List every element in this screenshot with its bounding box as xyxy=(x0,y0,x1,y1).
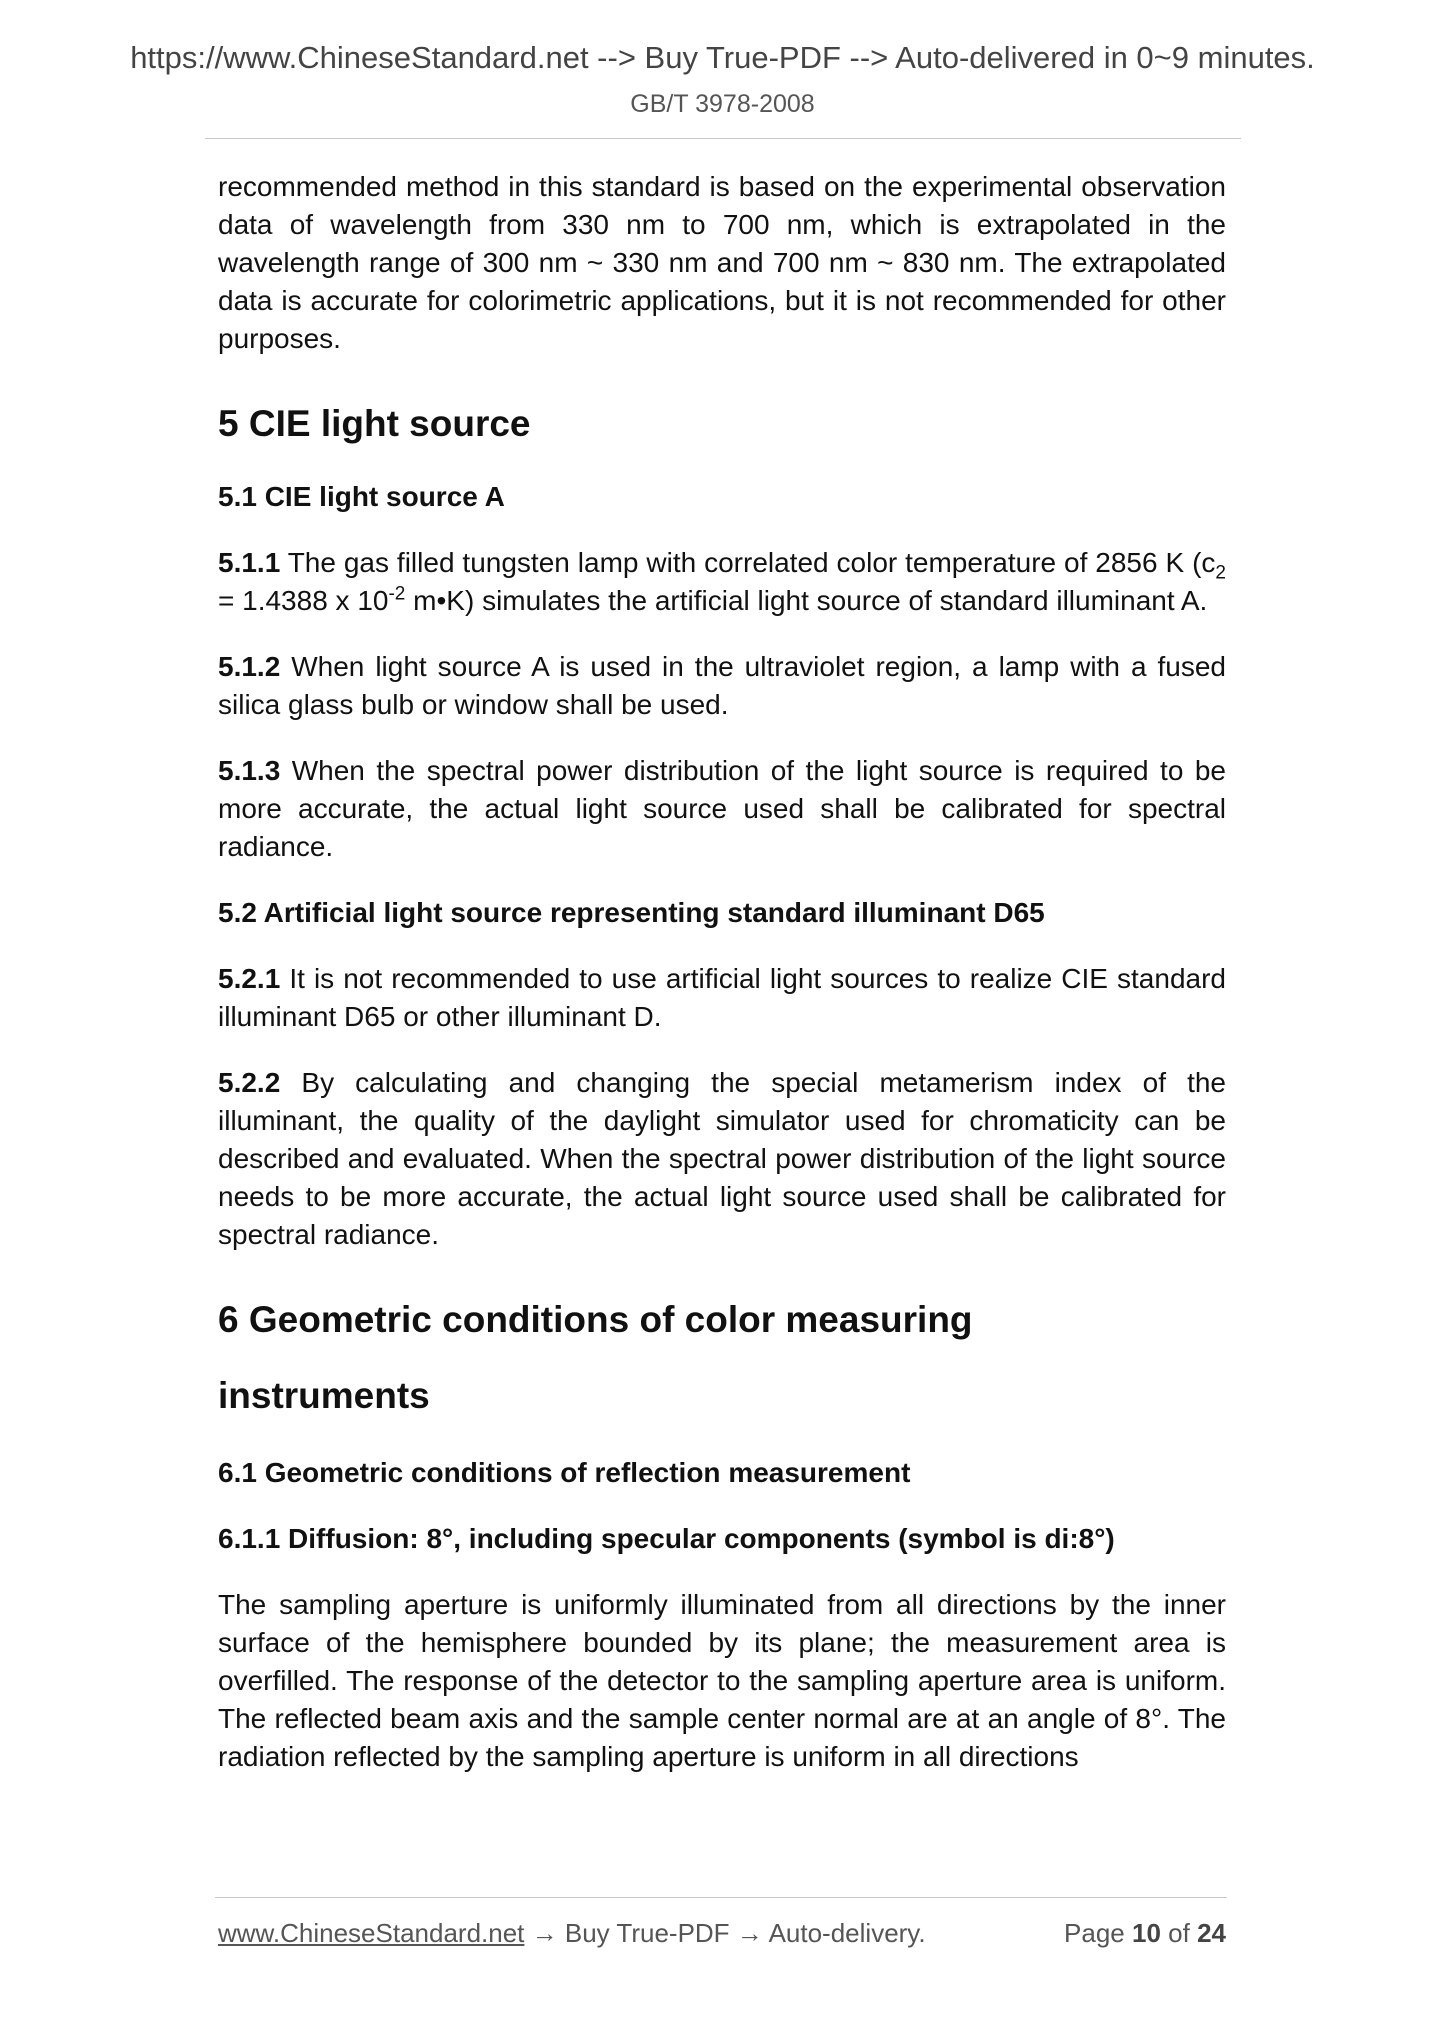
footer-left xyxy=(218,1918,926,1949)
page-label: Page xyxy=(1064,1918,1125,1948)
intro-paragraph: recommended method in this standard is based on the experimental observation data of wavelength from 330 nm to 700 nm, which is extrapolated in the wavelength range of 300 nm ~ 330 nm and 700 nm ~ 830 nm. The extrapolated data is accurate for colorimetric applications, but it is not recommended for other purposes. xyxy=(218,171,1226,354)
clause-text: When the spectral power distribution of the light source is required to be more accurate, the actual light source used shall be calibrated for spectral radiance. xyxy=(218,755,1226,862)
page-number: 10 xyxy=(1132,1918,1161,1948)
paragraph-5-1-1 xyxy=(218,544,1226,620)
top-banner: https://www.ChineseStandard.net --> Buy True-PDF --> Auto-delivered in 0~9 minutes. xyxy=(130,40,1315,75)
paragraph-5-2-2 xyxy=(218,1064,1226,1254)
clause-number: 5.1.3 xyxy=(218,755,281,786)
clause-number: 5.1.1 xyxy=(218,547,281,578)
footer-divider xyxy=(215,1897,1227,1898)
clause-number: 5.1.2 xyxy=(218,651,281,682)
footer-delivery-text: → Buy True-PDF → Auto-delivery. xyxy=(524,1918,926,1948)
clause-number: 5.2.2 xyxy=(218,1067,281,1098)
clause-text: It is not recommended to use artificial light sources to realize CIE standard illuminant D65 or other illuminant D. xyxy=(218,963,1226,1032)
clause-number: 5.2.1 xyxy=(218,963,281,994)
clause-text: m•K) simulates the artificial light source of standard illuminant A. xyxy=(405,585,1208,616)
footer-site-link[interactable]: www.ChineseStandard.net xyxy=(218,1918,525,1948)
paragraph-5-2-1 xyxy=(218,960,1226,1036)
page-content xyxy=(218,168,1226,1776)
of-label: of xyxy=(1168,1918,1190,1948)
document-code: GB/T 3978-2008 xyxy=(630,90,815,118)
section-6-1-heading: 6.1 Geometric conditions of reflection measurement xyxy=(218,1457,911,1488)
section-5-1-heading: 5.1 CIE light source A xyxy=(218,481,505,512)
subscript: 2 xyxy=(1215,562,1226,584)
section-5-2-heading: 5.2 Artificial light source representing standard illuminant D65 xyxy=(218,897,1045,928)
page-indicator xyxy=(1064,1918,1226,1949)
clause-text: By calculating and changing the special metamerism index of the illuminant, the quality of the daylight simulator used for chromaticity can be described and evaluated. When the spectral power distribution of the light source needs to be more accurate, the actual light source used shall be calibrated for spectral radiance. xyxy=(218,1067,1226,1250)
paragraph-5-1-3 xyxy=(218,752,1226,866)
page-total: 24 xyxy=(1197,1918,1226,1948)
clause-text: When light source A is used in the ultraviolet region, a lamp with a fused silica glass bulb or window shall be used. xyxy=(218,651,1226,720)
header-divider xyxy=(205,138,1241,139)
clause-text: = 1.4388 x 10 xyxy=(218,585,389,616)
paragraph-6-1-1: The sampling aperture is uniformly illuminated from all directions by the inner surface of the hemisphere bounded by its plane; the measurement area is overfilled. The response of the detector to the sampling aperture area is uniform. The reflected beam axis and the sample center normal are at an angle of 8°. The radiation reflected by the sampling aperture is uniform in all directions xyxy=(218,1589,1226,1772)
section-5-heading: 5 CIE light source xyxy=(218,403,531,444)
clause-text: The gas filled tungsten lamp with correlated color temperature of 2856 K (c xyxy=(280,547,1216,578)
section-6-heading-line-1: 6 Geometric conditions of color measuring xyxy=(218,1299,973,1340)
superscript: -2 xyxy=(388,583,406,605)
section-6-heading-line-2: instruments xyxy=(218,1375,430,1416)
paragraph-5-1-2 xyxy=(218,648,1226,724)
section-6-1-1-heading: 6.1.1 Diffusion: 8°, including specular components (symbol is di:8°) xyxy=(218,1523,1115,1554)
